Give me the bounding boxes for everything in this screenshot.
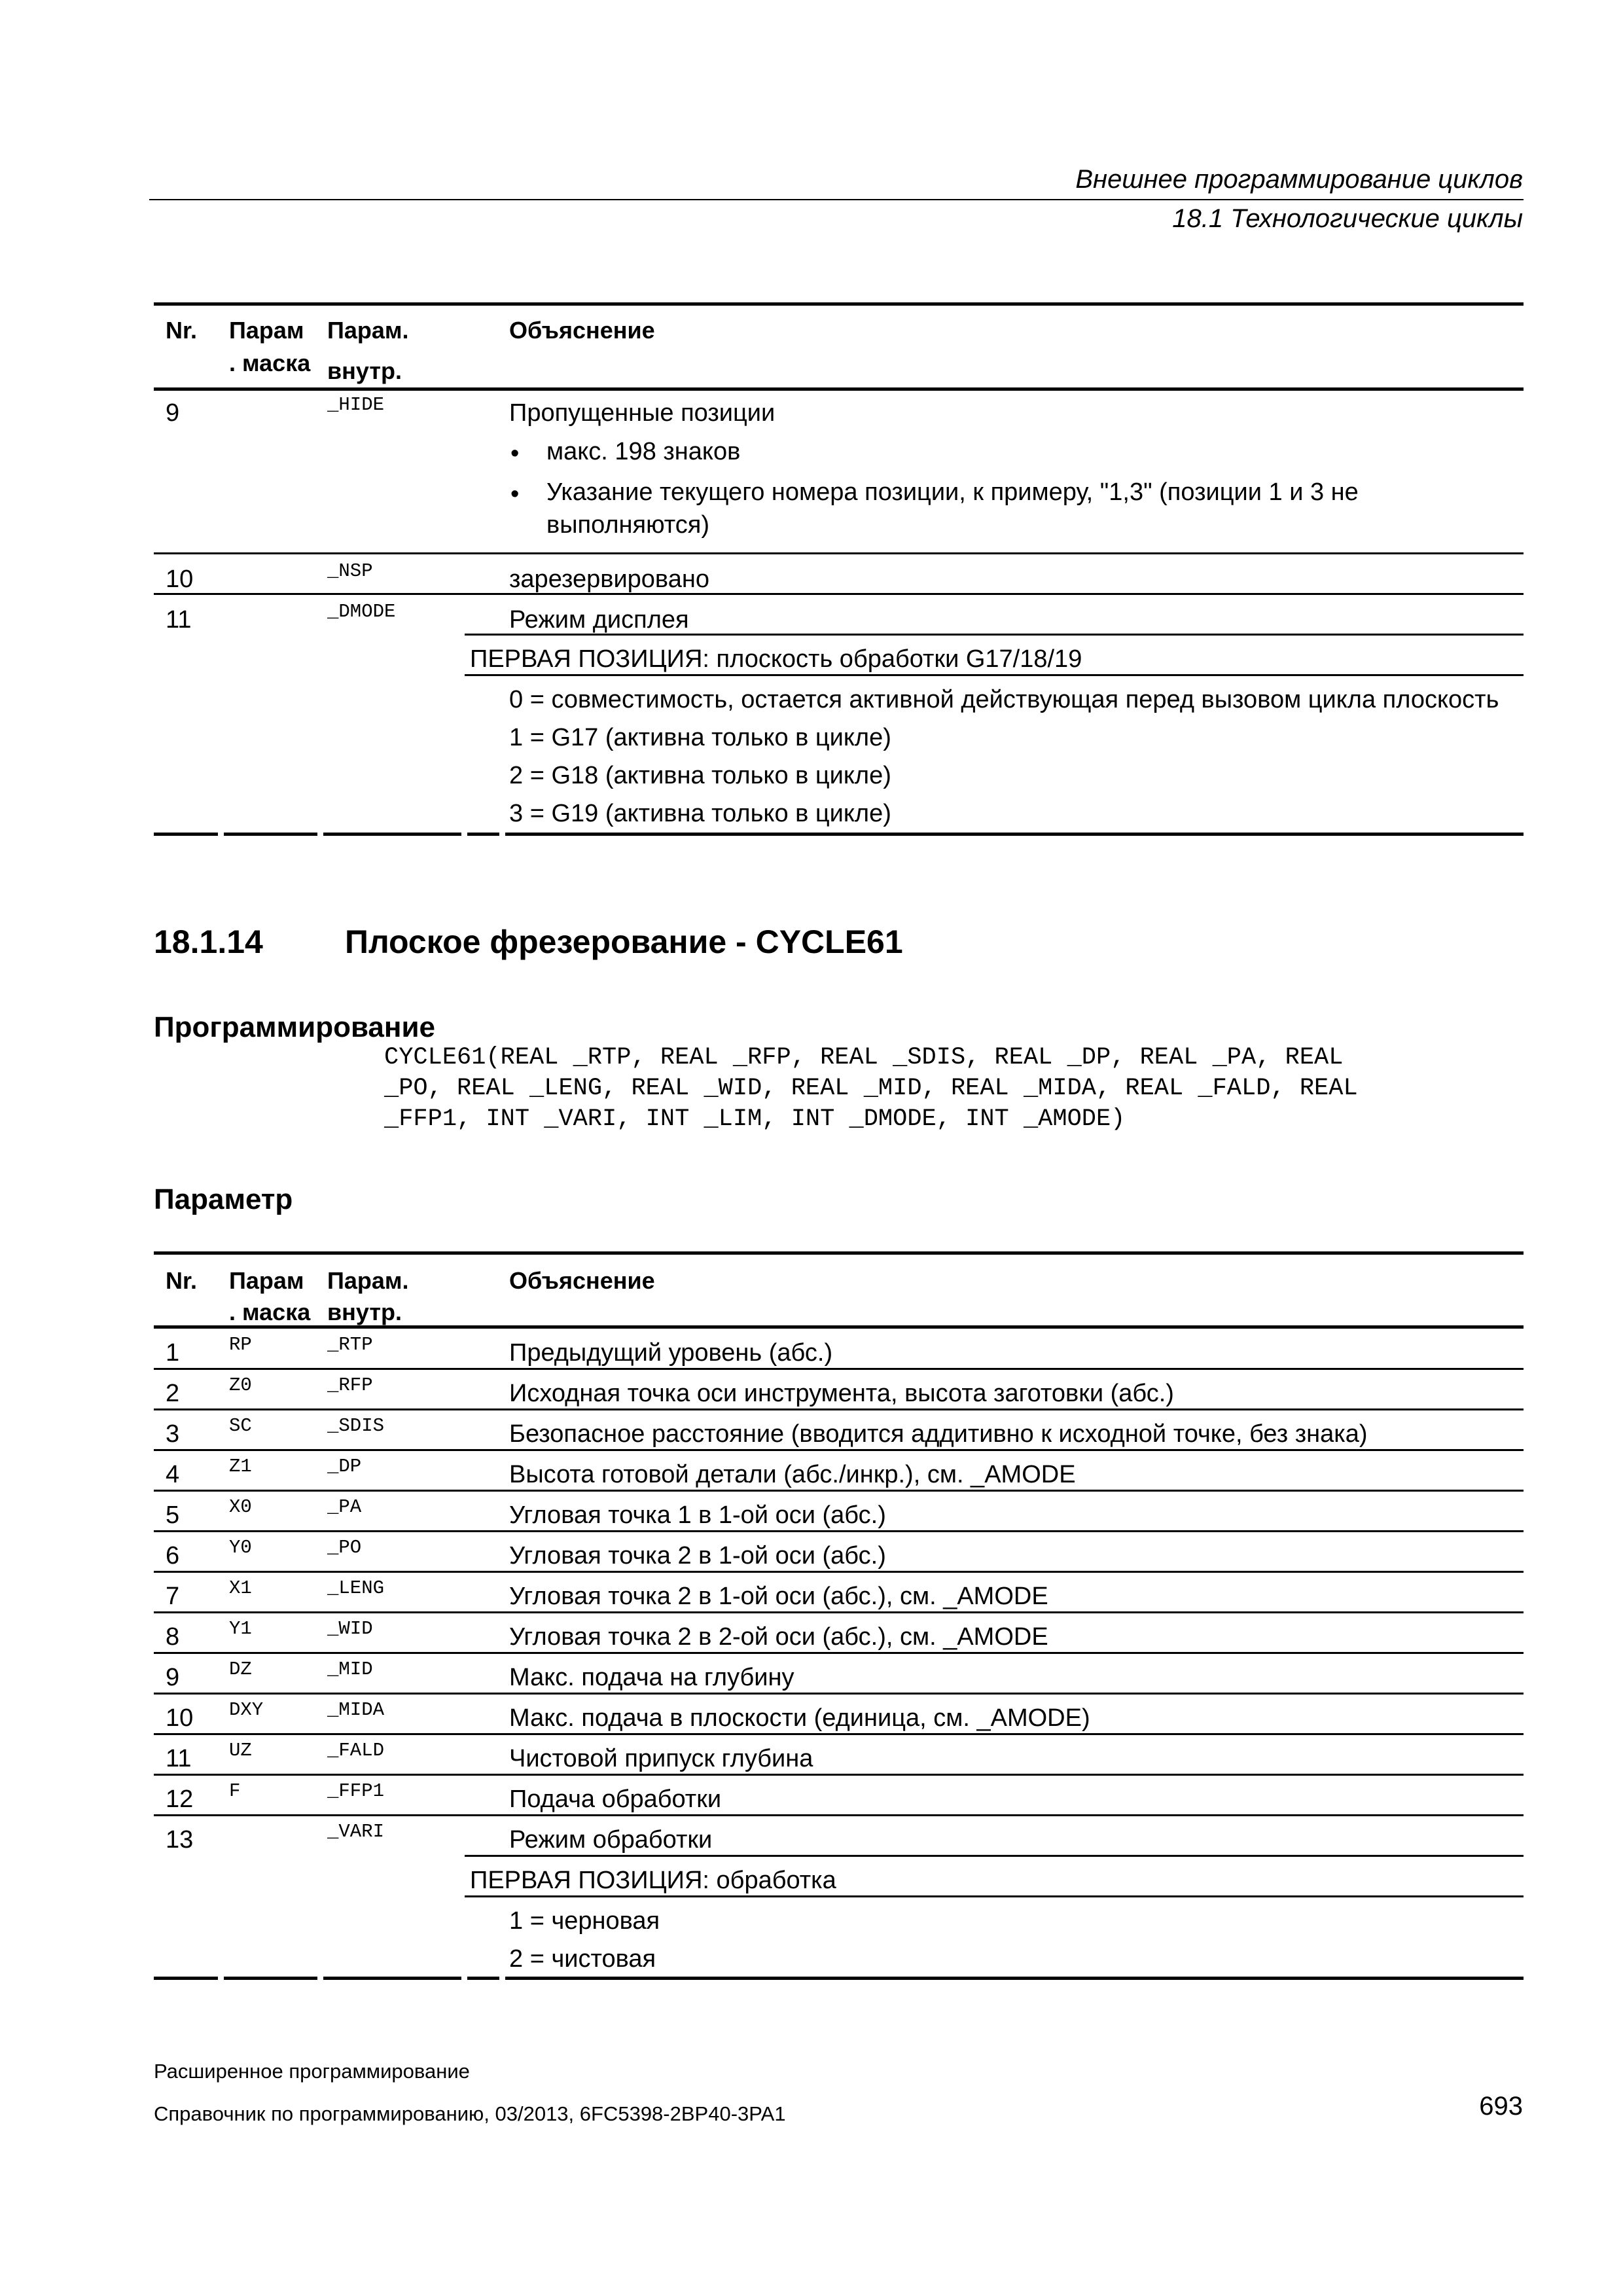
table-top-rule <box>154 1251 1524 1255</box>
col-header-explanation: Объяснение <box>509 1267 655 1294</box>
row-param: _RTP <box>327 1334 373 1355</box>
row-text: Подача обработки <box>509 1785 722 1813</box>
col-header-mask-1: Парам <box>229 1267 304 1294</box>
column-gap <box>218 833 224 836</box>
col-header-mask-1: Парам <box>229 317 304 344</box>
row-text: Безопасное расстояние (вводится аддитивно к исходной точке, без знака) <box>509 1420 1368 1448</box>
row-mask: UZ <box>229 1740 252 1761</box>
row-nr: 8 <box>166 1623 180 1651</box>
position-label: ПЕРВАЯ ПОЗИЦИЯ: плоскость обработки G17/18/19 <box>470 645 1082 673</box>
col-header-internal-2: внутр. <box>327 1299 402 1325</box>
row-param: _PA <box>327 1496 362 1518</box>
column-gap <box>499 1977 505 1980</box>
row-mask: SC <box>229 1415 252 1437</box>
row-text: Угловая точка 2 в 2-ой оси (абс.), см. _AMODE <box>509 1623 1048 1651</box>
row-param: _MID <box>327 1659 373 1680</box>
section-number: 18.1.14 <box>154 924 263 960</box>
position-label: ПЕРВАЯ ПОЗИЦИЯ: обработка <box>470 1867 836 1894</box>
sub-rule <box>465 674 1524 676</box>
row-nr: 1 <box>166 1339 180 1367</box>
footer-title: Расширенное программирование <box>154 2060 470 2083</box>
option-text: 0 = совместимость, остается активной действующая перед вызовом цикла плоскость <box>509 686 1499 713</box>
row-text: Режим дисплея <box>509 606 689 634</box>
code-line: _PO, REAL _LENG, REAL _WID, REAL _MID, REAL _MIDA, REAL _FALD, REAL <box>384 1075 1358 1102</box>
table-row <box>154 1694 1524 1734</box>
sub-rule <box>465 1895 1524 1897</box>
row-rule <box>154 552 1524 554</box>
option-text: 1 = G17 (активна только в цикле) <box>509 724 891 751</box>
programming-heading: Программирование <box>154 1011 435 1043</box>
col-header-mask-2: . маска <box>229 350 311 376</box>
column-gap <box>218 1977 224 1980</box>
code-line: _FFP1, INT _VARI, INT _LIM, INT _DMODE, INT _AMODE) <box>384 1105 1126 1133</box>
row-param: _DP <box>327 1456 362 1477</box>
running-header-chapter: Внешнее программирование циклов <box>1075 165 1523 194</box>
row-rule <box>154 593 1524 595</box>
row-param: _SDIS <box>327 1415 385 1437</box>
row-text: Исходная точка оси инструмента, высота заготовки (абс.) <box>509 1380 1174 1407</box>
table-row <box>154 1491 1524 1532</box>
row-mask: DZ <box>229 1659 252 1680</box>
column-gap <box>317 833 323 836</box>
col-header-internal-1: Парам. <box>327 317 409 344</box>
row-nr: 12 <box>166 1785 194 1813</box>
col-header-internal-1: Парам. <box>327 1267 409 1294</box>
col-header-nr: Nr. <box>166 317 198 344</box>
row-mask: Y0 <box>229 1537 252 1558</box>
row-text: Предыдущий уровень (абс.) <box>509 1339 833 1367</box>
bullet-icon: • <box>510 480 520 508</box>
table-row <box>154 1450 1524 1491</box>
table-row <box>154 1572 1524 1613</box>
row-nr: 11 <box>166 606 192 634</box>
row-nr: 10 <box>166 1704 194 1732</box>
col-header-internal-2: внутр. <box>327 357 402 384</box>
row-text: Угловая точка 2 в 1-ой оси (абс.), см. _AMODE <box>509 1583 1048 1610</box>
row-mask: Z1 <box>229 1456 252 1477</box>
bullet-text: макс. 198 знаков <box>546 438 741 465</box>
row-nr: 7 <box>166 1583 180 1610</box>
column-gap <box>461 833 467 836</box>
row-text: Макс. подача в плоскости (единица, см. _AMODE) <box>509 1704 1090 1732</box>
row-text: Пропущенные позиции <box>509 399 776 427</box>
row-param: _PO <box>327 1537 362 1558</box>
column-gap <box>461 1977 467 1980</box>
option-text: 2 = чистовая <box>509 1945 656 1973</box>
row-nr: 6 <box>166 1542 180 1570</box>
option-text: 1 = черновая <box>509 1907 660 1935</box>
row-param: _LENG <box>327 1577 385 1599</box>
row-param: _HIDE <box>327 394 385 416</box>
row-nr: 13 <box>166 1826 194 1854</box>
row-param: _FALD <box>327 1740 385 1761</box>
sub-rule <box>465 634 1524 636</box>
header-bottom-rule <box>154 387 1524 391</box>
row-text: Высота готовой детали (абс./инкр.), см. _AMODE <box>509 1461 1076 1488</box>
row-nr: 3 <box>166 1420 180 1448</box>
row-mask: RP <box>229 1334 252 1355</box>
table-row <box>154 1653 1524 1694</box>
option-text: 2 = G18 (активна только в цикле) <box>509 762 891 789</box>
section-title: Плоское фрезерование - CYCLE61 <box>345 924 903 960</box>
row-param: _FFP1 <box>327 1780 385 1802</box>
row-nr: 4 <box>166 1461 180 1488</box>
table-bottom-rule <box>154 1977 1524 1980</box>
bullet-icon: • <box>510 440 520 467</box>
table-row <box>154 1532 1524 1572</box>
row-mask: Y1 <box>229 1618 252 1640</box>
row-mask: Z0 <box>229 1374 252 1396</box>
table-row <box>154 1369 1524 1410</box>
col-header-explanation: Объяснение <box>509 317 655 344</box>
row-text: Угловая точка 1 в 1-ой оси (абс.) <box>509 1501 886 1529</box>
table-row <box>154 1410 1524 1450</box>
col-header-mask-2: . маска <box>229 1299 311 1325</box>
row-rule <box>154 1814 1524 1816</box>
column-gap <box>499 833 505 836</box>
row-param: _NSP <box>327 560 373 582</box>
header-rule <box>149 199 1524 200</box>
row-text: зарезервировано <box>509 565 709 593</box>
row-nr: 2 <box>166 1380 180 1407</box>
column-gap <box>317 1977 323 1980</box>
row-nr: 9 <box>166 399 180 427</box>
row-param: _WID <box>327 1618 373 1640</box>
row-param: _DMODE <box>327 601 396 622</box>
row-text: Угловая точка 2 в 1-ой оси (абс.) <box>509 1542 886 1570</box>
row-param: _VARI <box>327 1821 385 1842</box>
page-number: 693 <box>1479 2092 1523 2121</box>
row-text: Макс. подача на глубину <box>509 1664 794 1691</box>
table-row <box>154 1775 1524 1816</box>
running-header-section: 18.1 Технологические циклы <box>1172 204 1523 233</box>
row-text: Чистовой припуск глубина <box>509 1745 813 1772</box>
bullet-text: Указание текущего номера позиции, к примеру, "1,3" (позиции 1 и 3 не выполняются) <box>546 478 1359 539</box>
table-top-rule <box>154 302 1524 306</box>
row-mask: X1 <box>229 1577 252 1599</box>
table-bottom-rule <box>154 833 1524 836</box>
row-nr: 11 <box>166 1745 192 1772</box>
row-text: Режим обработки <box>509 1826 713 1854</box>
sub-rule <box>465 1855 1524 1857</box>
code-line: CYCLE61(REAL _RTP, REAL _RFP, REAL _SDIS, REAL _DP, REAL _PA, REAL <box>384 1044 1344 1071</box>
row-nr: 9 <box>166 1664 180 1691</box>
table-row <box>154 1734 1524 1775</box>
col-header-nr: Nr. <box>166 1267 198 1294</box>
row-param: _RFP <box>327 1374 373 1396</box>
table-row <box>154 1613 1524 1653</box>
row-nr: 10 <box>166 565 194 593</box>
row-mask: X0 <box>229 1496 252 1518</box>
row-nr: 5 <box>166 1501 180 1529</box>
footer-reference: Справочник по программированию, 03/2013, 6FC5398-2BP40-3PA1 <box>154 2102 786 2125</box>
parameters-heading: Параметр <box>154 1183 293 1215</box>
row-mask: F <box>229 1780 241 1802</box>
row-param: _MIDA <box>327 1699 385 1721</box>
row-mask: DXY <box>229 1699 264 1721</box>
table-row <box>154 1329 1524 1369</box>
option-text: 3 = G19 (активна только в цикле) <box>509 800 891 827</box>
